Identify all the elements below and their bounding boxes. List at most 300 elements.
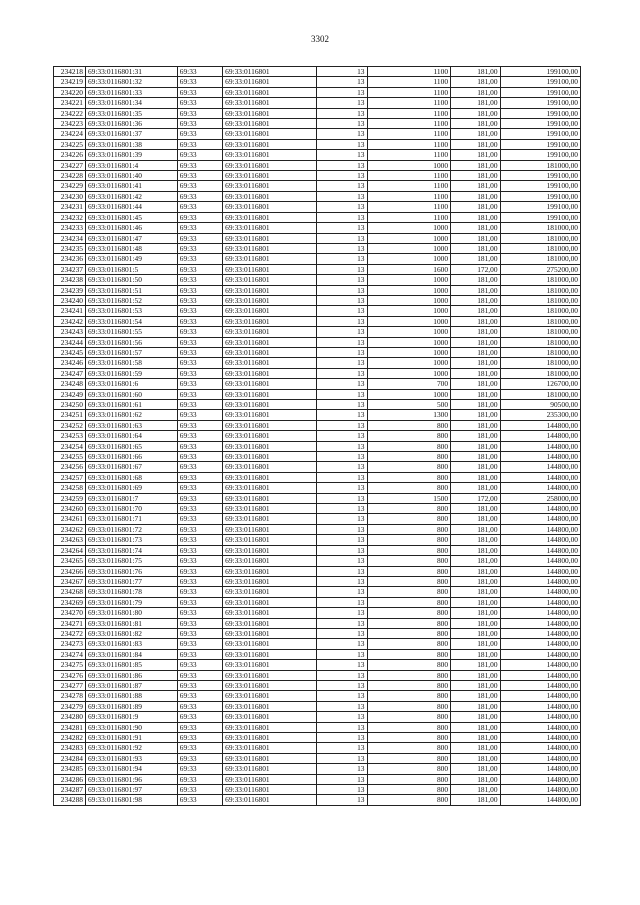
row-number-cell: 234275: [54, 660, 86, 670]
table-row: [54, 420, 581, 430]
area-cell: 800: [367, 597, 451, 607]
region-code-cell: 69:33: [177, 254, 222, 264]
category-code-cell: 13: [316, 701, 367, 711]
region-code-cell: 69:33: [177, 285, 222, 295]
row-number-cell: 234286: [54, 774, 86, 784]
rate-cell: 181,00: [451, 275, 501, 285]
cadastral-number-cell: 69:33:0116801:65: [85, 441, 177, 451]
row-number-cell: 234288: [54, 795, 86, 805]
rate-cell: 181,00: [451, 379, 501, 389]
region-code-cell: 69:33: [177, 150, 222, 160]
rate-cell: 181,00: [451, 639, 501, 649]
rate-cell: 181,00: [451, 514, 501, 524]
rate-cell: 181,00: [451, 243, 501, 253]
cadastral-quarter-cell: 69:33:0116801: [223, 660, 317, 670]
cadastral-number-cell: 69:33:0116801:36: [85, 119, 177, 129]
cadastral-value-cell: 181000,00: [500, 223, 580, 233]
cadastral-value-cell: 144800,00: [500, 785, 580, 795]
cadastral-value-cell: 181000,00: [500, 285, 580, 295]
cadastral-quarter-cell: 69:33:0116801: [223, 347, 317, 357]
row-number-cell: 234229: [54, 181, 86, 191]
cadastral-value-cell: 126700,00: [500, 379, 580, 389]
cadastral-quarter-cell: 69:33:0116801: [223, 566, 317, 576]
region-code-cell: 69:33: [177, 202, 222, 212]
cadastral-quarter-cell: 69:33:0116801: [223, 795, 317, 805]
row-number-cell: 234247: [54, 368, 86, 378]
category-code-cell: 13: [316, 181, 367, 191]
area-cell: 800: [367, 472, 451, 482]
cadastral-quarter-cell: 69:33:0116801: [223, 733, 317, 743]
cadastral-quarter-cell: 69:33:0116801: [223, 160, 317, 170]
category-code-cell: 13: [316, 545, 367, 555]
area-cell: 800: [367, 649, 451, 659]
cadastral-quarter-cell: 69:33:0116801: [223, 379, 317, 389]
rate-cell: 181,00: [451, 441, 501, 451]
table-row: [54, 306, 581, 316]
area-cell: 800: [367, 441, 451, 451]
row-number-cell: 234228: [54, 171, 86, 181]
table-row: [54, 691, 581, 701]
row-number-cell: 234234: [54, 233, 86, 243]
cadastral-number-cell: 69:33:0116801:6: [85, 379, 177, 389]
area-cell: 800: [367, 420, 451, 430]
cadastral-number-cell: 69:33:0116801:66: [85, 452, 177, 462]
area-cell: 1000: [367, 243, 451, 253]
row-number-cell: 234240: [54, 295, 86, 305]
category-code-cell: 13: [316, 108, 367, 118]
area-cell: 800: [367, 524, 451, 534]
rate-cell: 181,00: [451, 712, 501, 722]
category-code-cell: 13: [316, 150, 367, 160]
region-code-cell: 69:33: [177, 316, 222, 326]
category-code-cell: 13: [316, 327, 367, 337]
category-code-cell: 13: [316, 504, 367, 514]
cadastral-value-cell: 199100,00: [500, 129, 580, 139]
cadastral-quarter-cell: 69:33:0116801: [223, 576, 317, 586]
cadastral-quarter-cell: 69:33:0116801: [223, 171, 317, 181]
cadastral-value-cell: 144800,00: [500, 431, 580, 441]
cadastral-value-cell: 144800,00: [500, 524, 580, 534]
cadastral-quarter-cell: 69:33:0116801: [223, 691, 317, 701]
area-cell: 800: [367, 670, 451, 680]
category-code-cell: 13: [316, 254, 367, 264]
area-cell: 800: [367, 576, 451, 586]
region-code-cell: 69:33: [177, 660, 222, 670]
table-row: [54, 774, 581, 784]
table-row: [54, 504, 581, 514]
cadastral-number-cell: 69:33:0116801:51: [85, 285, 177, 295]
cadastral-value-cell: 199100,00: [500, 139, 580, 149]
row-number-cell: 234268: [54, 587, 86, 597]
row-number-cell: 234225: [54, 139, 86, 149]
cadastral-number-cell: 69:33:0116801:53: [85, 306, 177, 316]
cadastral-quarter-cell: 69:33:0116801: [223, 337, 317, 347]
cadastral-quarter-cell: 69:33:0116801: [223, 295, 317, 305]
area-cell: 800: [367, 587, 451, 597]
region-code-cell: 69:33: [177, 171, 222, 181]
region-code-cell: 69:33: [177, 597, 222, 607]
category-code-cell: 13: [316, 243, 367, 253]
table-row: [54, 660, 581, 670]
row-number-cell: 234222: [54, 108, 86, 118]
cadastral-quarter-cell: 69:33:0116801: [223, 98, 317, 108]
cadastral-number-cell: 69:33:0116801:61: [85, 400, 177, 410]
region-code-cell: 69:33: [177, 420, 222, 430]
cadastral-value-cell: 144800,00: [500, 733, 580, 743]
area-cell: 800: [367, 556, 451, 566]
region-code-cell: 69:33: [177, 410, 222, 420]
cadastral-value-cell: 144800,00: [500, 483, 580, 493]
cadastral-quarter-cell: 69:33:0116801: [223, 670, 317, 680]
area-cell: 800: [367, 753, 451, 763]
cadastral-number-cell: 69:33:0116801:64: [85, 431, 177, 441]
area-cell: 800: [367, 701, 451, 711]
cadastral-value-cell: 235300,00: [500, 410, 580, 420]
region-code-cell: 69:33: [177, 452, 222, 462]
cadastral-value-cell: 199100,00: [500, 67, 580, 77]
row-number-cell: 234242: [54, 316, 86, 326]
region-code-cell: 69:33: [177, 431, 222, 441]
rate-cell: 181,00: [451, 764, 501, 774]
row-number-cell: 234259: [54, 493, 86, 503]
category-code-cell: 13: [316, 202, 367, 212]
cadastral-value-cell: 199100,00: [500, 150, 580, 160]
row-number-cell: 234251: [54, 410, 86, 420]
cadastral-number-cell: 69:33:0116801:60: [85, 389, 177, 399]
cadastral-number-cell: 69:33:0116801:57: [85, 347, 177, 357]
cadastral-quarter-cell: 69:33:0116801: [223, 587, 317, 597]
area-cell: 1100: [367, 139, 451, 149]
region-code-cell: 69:33: [177, 545, 222, 555]
table-row: [54, 67, 581, 77]
table-row: [54, 587, 581, 597]
rate-cell: 181,00: [451, 358, 501, 368]
category-code-cell: 13: [316, 712, 367, 722]
rate-cell: 172,00: [451, 264, 501, 274]
row-number-cell: 234276: [54, 670, 86, 680]
rate-cell: 181,00: [451, 160, 501, 170]
cadastral-quarter-cell: 69:33:0116801: [223, 233, 317, 243]
category-code-cell: 13: [316, 493, 367, 503]
category-code-cell: 13: [316, 795, 367, 805]
area-cell: 800: [367, 691, 451, 701]
table-row: [54, 150, 581, 160]
table-row: [54, 295, 581, 305]
area-cell: 1100: [367, 150, 451, 160]
cadastral-value-cell: 144800,00: [500, 649, 580, 659]
cadastral-quarter-cell: 69:33:0116801: [223, 306, 317, 316]
area-cell: 800: [367, 628, 451, 638]
table-row: [54, 431, 581, 441]
cadastral-quarter-cell: 69:33:0116801: [223, 129, 317, 139]
cadastral-number-cell: 69:33:0116801:89: [85, 701, 177, 711]
cadastral-quarter-cell: 69:33:0116801: [223, 514, 317, 524]
region-code-cell: 69:33: [177, 358, 222, 368]
region-code-cell: 69:33: [177, 379, 222, 389]
rate-cell: 181,00: [451, 327, 501, 337]
region-code-cell: 69:33: [177, 233, 222, 243]
row-number-cell: 234269: [54, 597, 86, 607]
row-number-cell: 234223: [54, 119, 86, 129]
cadastral-value-cell: 199100,00: [500, 202, 580, 212]
cadastral-number-cell: 69:33:0116801:55: [85, 327, 177, 337]
area-cell: 700: [367, 379, 451, 389]
cadastral-number-cell: 69:33:0116801:45: [85, 212, 177, 222]
area-cell: 800: [367, 712, 451, 722]
table-row: [54, 108, 581, 118]
table-row: [54, 462, 581, 472]
cadastral-quarter-cell: 69:33:0116801: [223, 618, 317, 628]
row-number-cell: 234271: [54, 618, 86, 628]
category-code-cell: 13: [316, 587, 367, 597]
area-cell: 1100: [367, 87, 451, 97]
rate-cell: 181,00: [451, 202, 501, 212]
cadastral-quarter-cell: 69:33:0116801: [223, 556, 317, 566]
category-code-cell: 13: [316, 524, 367, 534]
category-code-cell: 13: [316, 441, 367, 451]
region-code-cell: 69:33: [177, 243, 222, 253]
area-cell: 1000: [367, 337, 451, 347]
cadastral-quarter-cell: 69:33:0116801: [223, 420, 317, 430]
rate-cell: 181,00: [451, 67, 501, 77]
table-row: [54, 243, 581, 253]
cadastral-value-cell: 144800,00: [500, 660, 580, 670]
cadastral-value-cell: 90500,00: [500, 400, 580, 410]
region-code-cell: 69:33: [177, 306, 222, 316]
area-cell: 1100: [367, 108, 451, 118]
category-code-cell: 13: [316, 119, 367, 129]
cadastral-value-cell: 181000,00: [500, 368, 580, 378]
category-code-cell: 13: [316, 233, 367, 243]
region-code-cell: 69:33: [177, 608, 222, 618]
category-code-cell: 13: [316, 212, 367, 222]
cadastral-number-cell: 69:33:0116801:39: [85, 150, 177, 160]
cadastral-value-cell: 181000,00: [500, 160, 580, 170]
area-cell: 1000: [367, 275, 451, 285]
cadastral-number-cell: 69:33:0116801:75: [85, 556, 177, 566]
cadastral-value-cell: 144800,00: [500, 774, 580, 784]
region-code-cell: 69:33: [177, 368, 222, 378]
table-row: [54, 597, 581, 607]
category-code-cell: 13: [316, 275, 367, 285]
cadastral-quarter-cell: 69:33:0116801: [223, 493, 317, 503]
cadastral-value-cell: 181000,00: [500, 337, 580, 347]
region-code-cell: 69:33: [177, 327, 222, 337]
rate-cell: 181,00: [451, 670, 501, 680]
cadastral-value-cell: 181000,00: [500, 347, 580, 357]
row-number-cell: 234231: [54, 202, 86, 212]
cadastral-value-cell: 144800,00: [500, 535, 580, 545]
region-code-cell: 69:33: [177, 160, 222, 170]
cadastral-quarter-cell: 69:33:0116801: [223, 212, 317, 222]
cadastral-number-cell: 69:33:0116801:46: [85, 223, 177, 233]
cadastral-number-cell: 69:33:0116801:44: [85, 202, 177, 212]
table-row: [54, 212, 581, 222]
region-code-cell: 69:33: [177, 556, 222, 566]
table-row: [54, 191, 581, 201]
region-code-cell: 69:33: [177, 535, 222, 545]
cadastral-quarter-cell: 69:33:0116801: [223, 400, 317, 410]
rate-cell: 181,00: [451, 535, 501, 545]
category-code-cell: 13: [316, 743, 367, 753]
area-cell: 800: [367, 504, 451, 514]
row-number-cell: 234249: [54, 389, 86, 399]
row-number-cell: 234287: [54, 785, 86, 795]
cadastral-number-cell: 69:33:0116801:4: [85, 160, 177, 170]
cadastral-value-cell: 144800,00: [500, 743, 580, 753]
table-row: [54, 670, 581, 680]
cadastral-value-cell: 181000,00: [500, 254, 580, 264]
cadastral-quarter-cell: 69:33:0116801: [223, 108, 317, 118]
rate-cell: 181,00: [451, 556, 501, 566]
area-cell: 800: [367, 639, 451, 649]
cadastral-value-cell: 144800,00: [500, 576, 580, 586]
row-number-cell: 234278: [54, 691, 86, 701]
table-row: [54, 119, 581, 129]
table-row: [54, 701, 581, 711]
rate-cell: 181,00: [451, 660, 501, 670]
category-code-cell: 13: [316, 285, 367, 295]
cadastral-number-cell: 69:33:0116801:71: [85, 514, 177, 524]
cadastral-quarter-cell: 69:33:0116801: [223, 535, 317, 545]
category-code-cell: 13: [316, 556, 367, 566]
category-code-cell: 13: [316, 733, 367, 743]
cadastral-quarter-cell: 69:33:0116801: [223, 452, 317, 462]
area-cell: 1100: [367, 67, 451, 77]
rate-cell: 181,00: [451, 587, 501, 597]
cadastral-number-cell: 69:33:0116801:59: [85, 368, 177, 378]
rate-cell: 181,00: [451, 545, 501, 555]
region-code-cell: 69:33: [177, 712, 222, 722]
category-code-cell: 13: [316, 337, 367, 347]
area-cell: 1000: [367, 327, 451, 337]
cadastral-value-cell: 144800,00: [500, 608, 580, 618]
row-number-cell: 234246: [54, 358, 86, 368]
cadastral-value-cell: 144800,00: [500, 545, 580, 555]
area-cell: 1100: [367, 129, 451, 139]
table-row: [54, 139, 581, 149]
rate-cell: 181,00: [451, 400, 501, 410]
row-number-cell: 234258: [54, 483, 86, 493]
area-cell: 1100: [367, 98, 451, 108]
area-cell: 1500: [367, 493, 451, 503]
area-cell: 800: [367, 535, 451, 545]
cadastral-number-cell: 69:33:0116801:7: [85, 493, 177, 503]
cadastral-quarter-cell: 69:33:0116801: [223, 680, 317, 690]
cadastral-value-cell: 181000,00: [500, 243, 580, 253]
region-code-cell: 69:33: [177, 212, 222, 222]
rate-cell: 181,00: [451, 483, 501, 493]
row-number-cell: 234245: [54, 347, 86, 357]
cadastral-number-cell: 69:33:0116801:52: [85, 295, 177, 305]
area-cell: 1000: [367, 316, 451, 326]
category-code-cell: 13: [316, 639, 367, 649]
region-code-cell: 69:33: [177, 795, 222, 805]
cadastral-number-cell: 69:33:0116801:79: [85, 597, 177, 607]
row-number-cell: 234262: [54, 524, 86, 534]
cadastral-quarter-cell: 69:33:0116801: [223, 264, 317, 274]
category-code-cell: 13: [316, 722, 367, 732]
category-code-cell: 13: [316, 774, 367, 784]
cadastral-number-cell: 69:33:0116801:83: [85, 639, 177, 649]
table-row: [54, 254, 581, 264]
region-code-cell: 69:33: [177, 587, 222, 597]
area-cell: 800: [367, 743, 451, 753]
category-code-cell: 13: [316, 535, 367, 545]
row-number-cell: 234272: [54, 628, 86, 638]
area-cell: 1000: [367, 223, 451, 233]
cadastral-quarter-cell: 69:33:0116801: [223, 87, 317, 97]
cadastral-number-cell: 69:33:0116801:9: [85, 712, 177, 722]
cadastral-quarter-cell: 69:33:0116801: [223, 254, 317, 264]
region-code-cell: 69:33: [177, 129, 222, 139]
table-row: [54, 566, 581, 576]
table-row: [54, 733, 581, 743]
rate-cell: 181,00: [451, 795, 501, 805]
cadastral-number-cell: 69:33:0116801:31: [85, 67, 177, 77]
category-code-cell: 13: [316, 410, 367, 420]
cadastral-number-cell: 69:33:0116801:56: [85, 337, 177, 347]
row-number-cell: 234252: [54, 420, 86, 430]
cadastral-quarter-cell: 69:33:0116801: [223, 139, 317, 149]
category-code-cell: 13: [316, 514, 367, 524]
cadastral-quarter-cell: 69:33:0116801: [223, 774, 317, 784]
cadastral-quarter-cell: 69:33:0116801: [223, 764, 317, 774]
region-code-cell: 69:33: [177, 98, 222, 108]
cadastral-value-cell: 144800,00: [500, 597, 580, 607]
page-number: 3302: [311, 34, 329, 44]
table-row: [54, 712, 581, 722]
area-cell: 1000: [367, 368, 451, 378]
category-code-cell: 13: [316, 628, 367, 638]
region-code-cell: 69:33: [177, 566, 222, 576]
area-cell: 1000: [367, 347, 451, 357]
area-cell: 800: [367, 462, 451, 472]
table-row: [54, 410, 581, 420]
row-number-cell: 234235: [54, 243, 86, 253]
category-code-cell: 13: [316, 264, 367, 274]
region-code-cell: 69:33: [177, 774, 222, 784]
rate-cell: 181,00: [451, 504, 501, 514]
cadastral-quarter-cell: 69:33:0116801: [223, 545, 317, 555]
cadastral-value-cell: 181000,00: [500, 306, 580, 316]
rate-cell: 181,00: [451, 389, 501, 399]
area-cell: 1000: [367, 254, 451, 264]
land-value-table: [53, 66, 581, 806]
cadastral-value-cell: 144800,00: [500, 701, 580, 711]
category-code-cell: 13: [316, 67, 367, 77]
row-number-cell: 234263: [54, 535, 86, 545]
row-number-cell: 234239: [54, 285, 86, 295]
rate-cell: 181,00: [451, 472, 501, 482]
rate-cell: 181,00: [451, 223, 501, 233]
rate-cell: 181,00: [451, 785, 501, 795]
rate-cell: 181,00: [451, 462, 501, 472]
row-number-cell: 234241: [54, 306, 86, 316]
cadastral-number-cell: 69:33:0116801:76: [85, 566, 177, 576]
cadastral-number-cell: 69:33:0116801:77: [85, 576, 177, 586]
rate-cell: 181,00: [451, 649, 501, 659]
rate-cell: 181,00: [451, 774, 501, 784]
area-cell: 800: [367, 774, 451, 784]
region-code-cell: 69:33: [177, 743, 222, 753]
cadastral-value-cell: 144800,00: [500, 420, 580, 430]
rate-cell: 181,00: [451, 139, 501, 149]
cadastral-number-cell: 69:33:0116801:58: [85, 358, 177, 368]
rate-cell: 181,00: [451, 431, 501, 441]
cadastral-number-cell: 69:33:0116801:85: [85, 660, 177, 670]
cadastral-number-cell: 69:33:0116801:5: [85, 264, 177, 274]
